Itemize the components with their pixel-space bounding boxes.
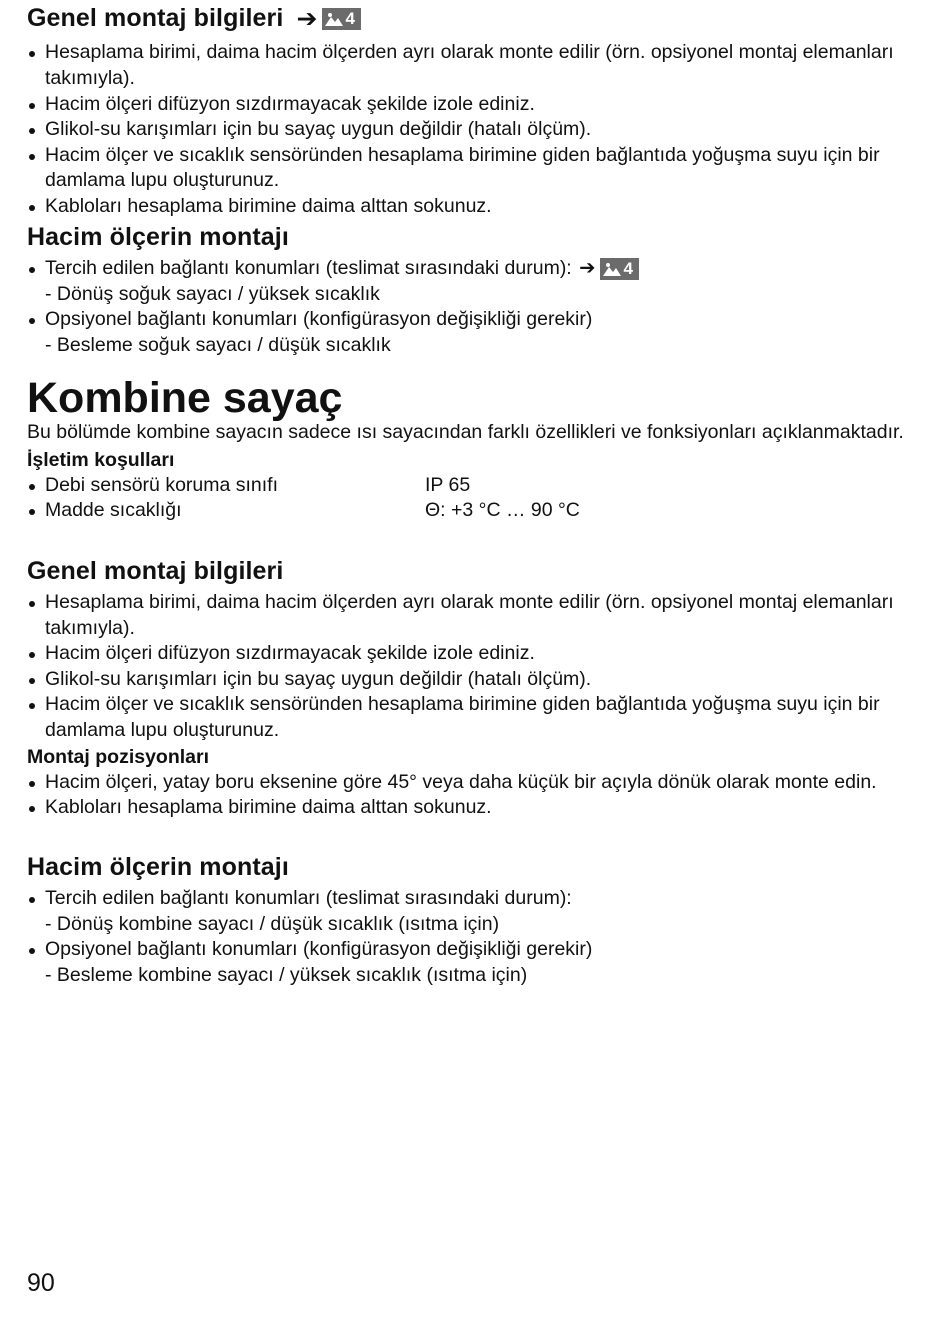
list-item — [27, 886, 922, 937]
bullet-list — [27, 770, 922, 821]
figure-reference — [577, 256, 639, 282]
list-item: Hacim ölçeri difüzyon sızdırmayacak şekilde izole ediniz. — [27, 92, 922, 118]
list-item-text: Tercih edilen bağlantı konumları (teslimat sırasındaki durum): — [45, 257, 572, 279]
condition-row — [27, 498, 922, 524]
list-item: Kabloları hesaplama birimine daima alttan sokunuz. — [27, 194, 922, 220]
image-icon — [325, 12, 343, 26]
arrow-right-icon: ➔ — [579, 257, 596, 280]
image-icon — [603, 262, 621, 276]
list-item: Hesaplama birimi, daima hacim ölçerden ayrı olarak monte edilir (örn. opsiyonel montaj elemanları takımıyla). — [27, 590, 922, 641]
section-general-info-1 — [27, 3, 922, 220]
list-item: Hacim ölçeri, yatay boru eksenine göre 45° veya daha küçük bir açıyla dönük olarak monte edin. — [27, 770, 922, 796]
bullet-list — [27, 256, 639, 358]
section-heading: Hacim ölçerin montajı — [27, 853, 289, 881]
chapter-title: Kombine sayaç — [27, 374, 343, 422]
figure-number: 4 — [623, 258, 633, 278]
bullet-list — [27, 886, 922, 988]
list-item: Hacim ölçeri difüzyon sızdırmayacak şekilde izole ediniz. — [27, 641, 922, 667]
figure-badge — [322, 8, 362, 30]
list-item-text: Opsiyonel bağlantı konumları (konfigürasyon değişikliği gerekir) — [45, 308, 593, 331]
list-item: Kabloları hesaplama birimine daima alttan sokunuz. — [27, 795, 922, 821]
arrow-right-icon: ➔ — [296, 5, 318, 34]
intro-paragraph: Bu bölümde kombine sayacın sadece ısı sayacından farklı özellikleri ve fonksiyonları açıklanmaktadır. — [27, 421, 904, 443]
list-item-text: Tercih edilen bağlantı konumları (teslimat sırasındaki durum): — [45, 887, 572, 909]
condition-value: IP 65 — [425, 473, 471, 496]
section-heading: Hacim ölçerin montajı — [27, 223, 289, 251]
section-volume-meter-mounting-2 — [27, 852, 922, 988]
list-item: Hacim ölçer ve sıcaklık sensöründen hesaplama birimine giden bağlantıda yoğuşma suyu için bir damlama lupu oluşturunuz. — [27, 692, 922, 743]
list-subitem: - Dönüş kombine sayacı / düşük sıcaklık (ısıtma için) — [45, 912, 500, 935]
bullet-list — [27, 590, 922, 744]
condition-row — [27, 473, 922, 499]
list-item — [27, 256, 639, 307]
subsection-heading: İşletim koşulları — [27, 448, 175, 471]
figure-badge — [600, 258, 639, 280]
condition-value: Θ: +3 °C … 90 °C — [425, 499, 580, 522]
condition-label: Madde sıcaklığı — [45, 499, 182, 522]
list-subitem: - Dönüş soğuk sayacı / yüksek sıcaklık — [45, 282, 380, 305]
section-heading: Genel montaj bilgileri — [27, 557, 284, 585]
list-item: Hacim ölçer ve sıcaklık sensöründen hesaplama birimine giden bağlantıda yoğuşma suyu için bir damlama lupu oluşturunuz. — [27, 143, 922, 194]
list-item: Hesaplama birimi, daima hacim ölçerden ayrı olarak monte edilir (örn. opsiyonel montaj elemanları takımıyla). — [27, 40, 922, 91]
list-subitem: - Besleme kombine sayacı / yüksek sıcaklık (ısıtma için) — [45, 963, 528, 986]
section-heading — [27, 3, 922, 34]
page-number: 90 — [27, 1269, 55, 1297]
section-combined-meter — [27, 376, 922, 524]
list-item-text: Opsiyonel bağlantı konumları (konfigürasyon değişikliği gerekir) — [45, 938, 593, 961]
list-subitem: - Besleme soğuk sayacı / düşük sıcaklık — [45, 333, 391, 356]
section-general-info-2 — [27, 556, 922, 821]
bullet-list — [27, 40, 922, 219]
figure-number: 4 — [345, 9, 356, 29]
list-item — [27, 937, 922, 988]
section-volume-meter-mounting-1 — [27, 222, 639, 358]
condition-label: Debi sensörü koruma sınıfı — [45, 473, 279, 496]
figure-reference — [290, 4, 361, 34]
heading-text: Genel montaj bilgileri — [27, 4, 284, 32]
subsection-heading: Montaj pozisyonları — [27, 745, 210, 768]
list-item: Glikol-su karışımları için bu sayaç uygun değildir (hatalı ölçüm). — [27, 667, 922, 693]
list-item: Glikol-su karışımları için bu sayaç uygun değildir (hatalı ölçüm). — [27, 117, 922, 143]
list-item — [27, 307, 639, 358]
